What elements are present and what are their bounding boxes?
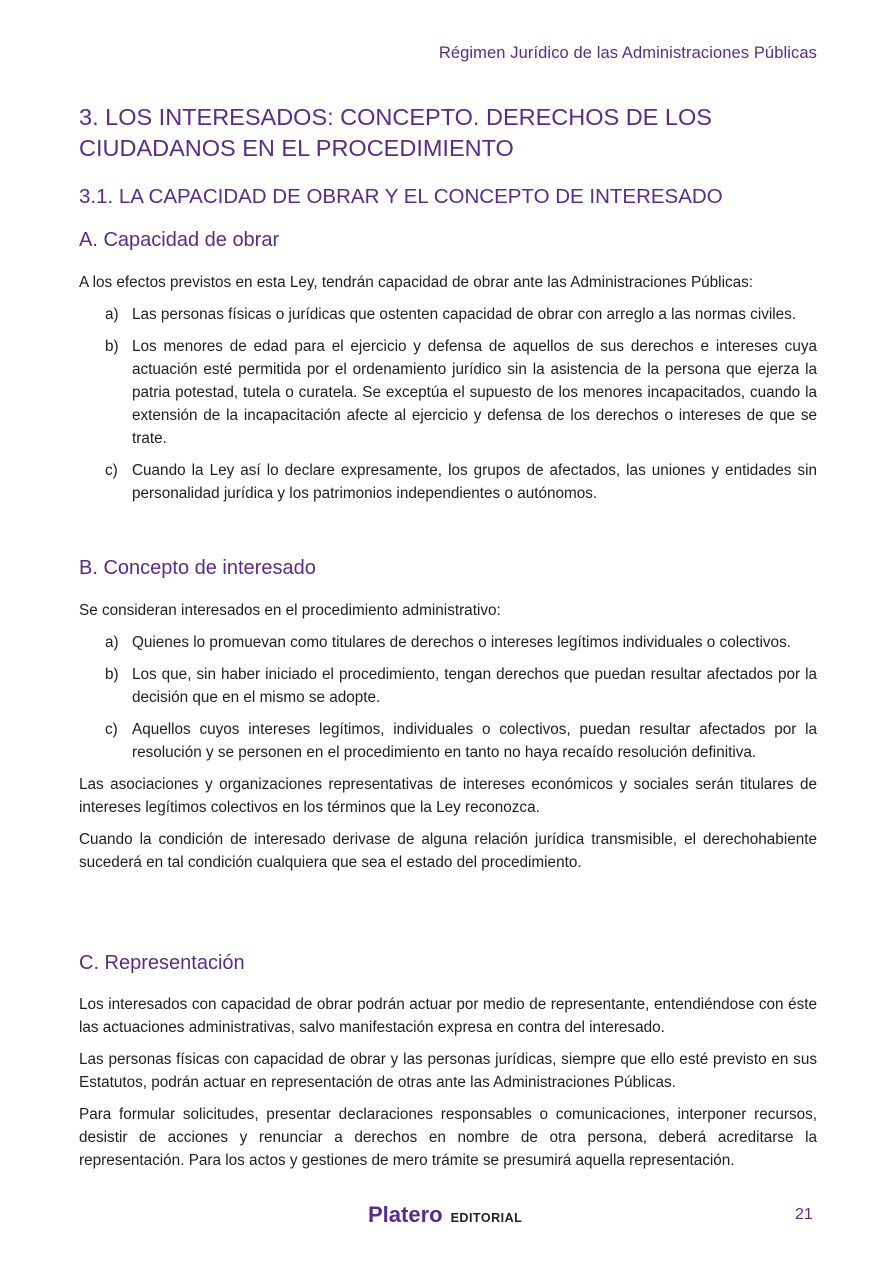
part-c-paragraph-3: Para formular solicitudes, presentar declaraciones responsables o comunicaciones, interponer recursos, desistir de acciones y renunciar a derechos en nombre de otra persona, deberá acreditarse la representación. Para los actos y gestiones de mero trámite se presumirá aquella representación. [79,1106,817,1169]
list-marker: a) [105,306,119,323]
list-item-text: Aquellos cuyos intereses legítimos, individuales o colectivos, puedan resultar afectados por la resolución y se personen en el procedimiento en tanto no haya recaído resolución definitiva. [132,721,817,761]
part-c-paragraph-2: Las personas físicas con capacidad de obrar y las personas jurídicas, siempre que ello esté previsto en sus Estatutos, podrán actuar en representación de otras ante las Administraciones Públicas. [79,1051,817,1091]
part-a-list [79,303,817,505]
part-b-paragraph-1: Las asociaciones y organizaciones representativas de intereses económicos y sociales serán titulares de intereses legítimos colectivos en los términos que la Ley reconozca. [79,776,817,816]
page-number: 21 [795,1206,813,1223]
list-marker: b) [105,666,119,683]
part-a-body [79,271,817,505]
publisher-brand: Platero [368,1202,443,1227]
list-marker: b) [105,338,119,355]
part-b-intro: Se consideran interesados en el procedimiento administrativo: [79,602,501,619]
list-marker: c) [105,721,118,738]
section-title: 3. LOS INTERESADOS: CONCEPTO. DERECHOS DE LOS CIUDADANOS EN EL PROCEDIMIENTO [79,104,712,161]
part-b-list [79,631,817,764]
part-b-body [79,599,817,874]
list-item-text: Los que, sin haber iniciado el procedimiento, tengan derechos que puedan resultar afectados por la decisión que en el mismo se adopte. [132,666,817,706]
part-b-paragraph-2: Cuando la condición de interesado derivase de alguna relación jurídica transmisible, el derechohabiente sucederá en tal condición cualquiera que sea el estado del procedimiento. [79,831,817,871]
list-item-text: Los menores de edad para el ejercicio y defensa de aquellos de sus derechos e intereses cuya actuación esté permitida por el ordenamiento jurídico sin la asistencia de la persona que ejerza la patria potestad, tutela o curatela. Se exceptúa el supuesto de los menores incapacitados, cuando la extensión de la incapacitación afecte al ejercicio y defensa de los derechos o intereses de que se trate. [132,338,817,447]
running-header: Régimen Jurídico de las Administraciones Públicas [438,44,817,62]
subsection-title: 3.1. LA CAPACIDAD DE OBRAR Y EL CONCEPTO DE INTERESADO [79,185,723,208]
list-item [79,663,817,709]
list-marker: a) [105,634,119,651]
part-c-body [79,993,817,1172]
publisher-logo [368,1202,522,1228]
part-c-paragraph-1: Los interesados con capacidad de obrar podrán actuar por medio de representante, entendiéndose con éste las actuaciones administrativas, salvo manifestación expresa en contra del interesado. [79,996,817,1036]
list-item-text: Quienes lo promuevan como titulares de derechos o intereses legítimos individuales o colectivos. [132,634,791,651]
list-item [79,459,817,505]
part-a-intro: A los efectos previstos en esta Ley, tendrán capacidad de obrar ante las Administraciones Públicas: [79,274,754,291]
list-marker: c) [105,462,118,479]
list-item [79,303,817,326]
heading-concepto-de-interesado: B. Concepto de interesado [79,557,316,579]
publisher-sub: EDITORIAL [450,1211,523,1225]
list-item [79,335,817,450]
list-item [79,631,817,654]
heading-representacion: C. Representación [79,952,245,974]
heading-capacidad-de-obrar: A. Capacidad de obrar [79,229,280,251]
list-item-text: Las personas físicas o jurídicas que ostenten capacidad de obrar con arreglo a las normas civiles. [132,306,797,323]
list-item [79,718,817,764]
list-item-text: Cuando la Ley así lo declare expresamente, los grupos de afectados, las uniones y entidades sin personalidad jurídica y los patrimonios independientes o autónomos. [132,462,817,502]
